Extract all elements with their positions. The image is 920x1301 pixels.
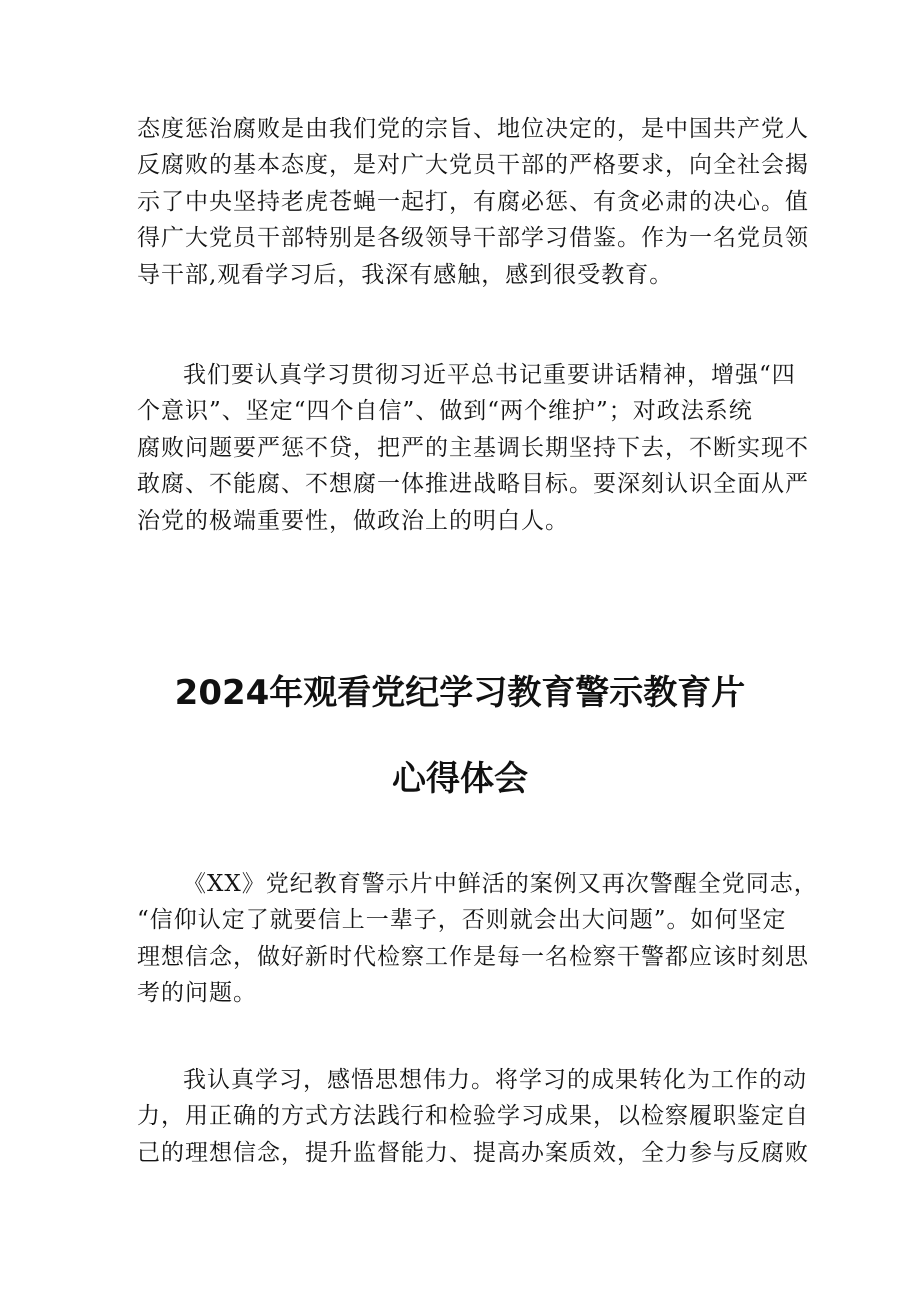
paragraph-3-line: 《XX》党纪教育警示片中鲜活的案例又再次警醒全党同志， bbox=[183, 871, 818, 897]
paragraph-4-line: 力，用正确的方式方法践行和检验学习成果，以检察履职鉴定自 bbox=[137, 1103, 809, 1130]
paragraph-1-line: 反腐败的基本态度，是对广大党员干部的严格要求，向全社会揭 bbox=[137, 152, 809, 179]
paragraph-1-line: 导干部,观看学习后，我深有感触，感到很受教育。 bbox=[137, 261, 674, 288]
body-paragraph-1 bbox=[137, 111, 809, 293]
paragraph-2-line: 治党的极端重要性，做政治上的明白人。 bbox=[137, 507, 569, 534]
paragraph-1-line: 得广大党员干部特别是各级领导干部学习借鉴。作为一名党员领 bbox=[137, 225, 809, 252]
paragraph-2-line: 个意识”、坚定“四个自信”、做到“两个维护”；对政法系统 bbox=[137, 398, 753, 425]
paragraph-2-line: 腐败问题要严惩不贷，把严的主基调长期坚持下去，不断实现不 bbox=[137, 434, 809, 461]
paragraph-3-line: 考的问题。 bbox=[137, 980, 257, 1007]
body-paragraph-4 bbox=[137, 1062, 809, 1171]
document-title-subline: 心得体会 bbox=[392, 759, 528, 799]
body-paragraph-2 bbox=[137, 357, 809, 539]
paragraph-1-line: 示了中央坚持老虎苍蝇一起打，有腐必惩、有贪必肃的决心。值 bbox=[137, 188, 809, 215]
document-title: 2024年观看党纪学习教育警示教育片 bbox=[174, 673, 746, 713]
body-paragraph-3 bbox=[137, 866, 818, 1012]
paragraph-3-line: “信仰认定了就要信上一辈子，否则就会出大问题”。如何坚定 bbox=[137, 907, 787, 934]
paragraph-1-line: 态度惩治腐败是由我们党的宗旨、地位决定的，是中国共产党人 bbox=[137, 116, 809, 142]
paragraph-2-line: 我们要认真学习贯彻习近平总书记重要讲话精神，增强“四 bbox=[183, 362, 796, 388]
paragraph-4-line: 我认真学习，感悟思想伟力。将学习的成果转化为工作的动 bbox=[183, 1067, 807, 1093]
paragraph-2-line: 敢腐、不能腐、不想腐一体推进战略目标。要深刻认识全面从严 bbox=[137, 471, 809, 498]
paragraph-4-line: 己的理想信念，提升监督能力、提高办案质效，全力参与反腐败 bbox=[137, 1139, 809, 1166]
paragraph-3-line: 理想信念，做好新时代检察工作是每一名检察干警都应该时刻思 bbox=[137, 943, 809, 970]
